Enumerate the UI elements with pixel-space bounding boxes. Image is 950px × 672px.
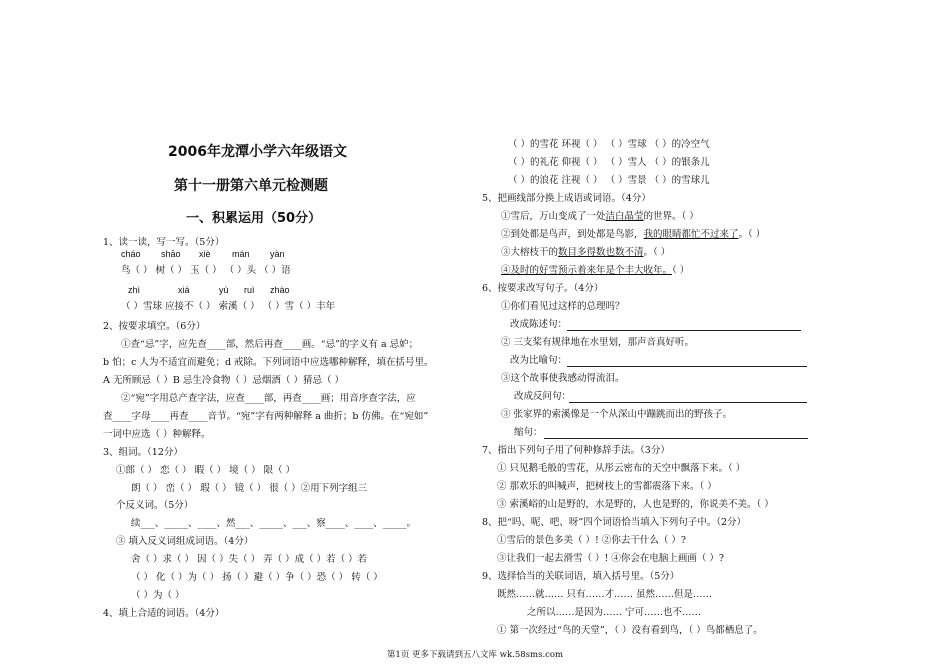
text-line: 之所以……是因为…… 宁可……也不…… (527, 607, 702, 618)
text-line: ③大榕枝干的数目多得数也数不清。（ ） (501, 247, 671, 258)
question-6: 6、按要求改写句子。（4分） (482, 283, 604, 294)
answer-line[interactable] (567, 330, 801, 331)
text-line: 一词中应选（ ）种解释。 (103, 429, 211, 440)
section-heading: 一、积累运用（50分） (186, 211, 322, 226)
text-line: 舍（ ）求（ ） 因（ ）失（ ） 弄（ ）成（ ）若（ ）若 (131, 554, 368, 565)
pinyin: xiá (178, 285, 190, 295)
question-8: 8、把“吗、呢、吧、呀”四个词语恰当填入下列句子中。（2分） (482, 517, 747, 528)
text-line: ②“宛”字用总产查字法，应查____部，再查____画；用音序查字法，应 (121, 393, 416, 404)
text-line: ① 第一次经过“鸟的天堂”，（ ）没有看到鸟，（ ）鸟都栖息了。 (497, 625, 763, 636)
text-line: 朗（ ） 峦（ ） 瑕（ ） 镜（ ） 很（ ）②用下列字组三 (131, 483, 368, 494)
fill-row: （ ）的礼花 仰视（ ） （ ）雪人 （ ）的银条儿 (508, 157, 710, 168)
question-5: 5、把画线部分换上成语或词语。（4分） (482, 193, 651, 204)
page-footer: 第1页 更多下载请到五八文库 wk.58sms.com (386, 650, 564, 660)
pinyin: yàn (270, 249, 285, 259)
pinyin: zhì (128, 285, 141, 295)
text-line: 既然……就…… 只有……才…… 虽然……但是…… (497, 589, 713, 600)
text-line: 续___、_____、____、然___、_____、___、察____、____、_____。 (131, 518, 417, 529)
text-line: ③ 索溪峪的山是野的，水是野的，人也是野的，你说美不美。（ ） (497, 499, 774, 510)
fill-row: （ ）的浪花 注视（ ） （ ）雪景 （ ）的雪球儿 (508, 175, 710, 186)
text-line: （ ）为（ ） (131, 590, 185, 601)
fill-row: （ ）雪球 应接不（ ） 索溪（ ） （ ）雪（ ）丰年 (121, 301, 336, 312)
question-1: 1、读一读，写一写。（5分） (103, 237, 225, 248)
answer-label: 改成反问句： (514, 391, 572, 402)
text-line: ③ 张家界的索溪像是一个从深山中蹦跳而出的野孩子。 (501, 409, 733, 420)
text-line: ② 那欢乐的叫喊声，把树枝上的雪都震落下来。（ ） (497, 481, 717, 492)
text-line: ② 三支桨有规律地在水里划，那声音真好听。 (501, 337, 695, 348)
question-2: 2、按要求填空。（6分） (103, 321, 206, 332)
text-line: ① 只见鹅毛般的雪花，从彤云密布的天空中飘落下来。（ ） (497, 463, 746, 474)
page-title: 2006年龙潭小学六年级语文 (168, 144, 347, 160)
text-line: ③这个故事使我感动得流泪。 (501, 373, 625, 384)
pinyin: xiè (199, 249, 211, 259)
answer-line[interactable] (544, 438, 808, 439)
fill-row: 鸟（ ） 树（ ） 玉（ ） （ ）头 （ ）语 (121, 265, 291, 276)
page-subtitle: 第十一册第六单元检测题 (174, 178, 328, 194)
text-line: ①雪后，万山变成了一处洁白晶莹的世界。（ ） (501, 211, 699, 222)
text-line: 查____字母____再查____音节。“宛”字有两种解释 a 曲折；b 仿佛。在“宛如” (103, 411, 429, 422)
question-7: 7、指出下列句子用了何种修辞手法。（3分） (482, 445, 670, 456)
text-line: ④及时的好雪预示着来年是个丰大收年。（ ） (501, 265, 690, 276)
pinyin: shāo (161, 249, 181, 259)
text-line: （ ） 化（ ）为（ ） 扬（ ）避（ ）争（ ）恐（ ） 转（ ） (131, 572, 383, 583)
text-line: ③ 填入反义词组成词语。（4分） (116, 536, 254, 547)
fill-row: （ ）的雪花 环视（ ） （ ）雪球 （ ）的冷空气 (508, 139, 710, 150)
question-3: 3、组词。（12分） (103, 447, 183, 458)
question-9: 9、选择恰当的关联词语，填入括号里。（5分） (482, 571, 680, 582)
pinyin: ruì (244, 285, 255, 295)
pinyin: cháo (121, 249, 141, 259)
text-line: A 无所顾忌（ ）B 忌生冷食物（ ）忌烟酒（ ）猜忌（ ） (103, 375, 344, 386)
text-line: b 怕；c 人为不适宜而避免；d 戒除。下列词语中应选哪种解释，填在括号里。 (103, 357, 434, 368)
pinyin: yù (219, 285, 229, 295)
text-line: ①你们看见过这样的总理吗？ (501, 301, 625, 312)
answer-label: 改为比喻句： (510, 355, 568, 366)
answer-label: 改成陈述句： (510, 319, 568, 330)
text-line: ①查“忌”字，应先查____部，然后再查____画。“忌”的字义有 a 忌妒； (121, 339, 419, 350)
text-line: ③让我们一起去滑雪（ ）! ④你会在电脑上画画（ ）? (497, 553, 724, 564)
answer-line[interactable] (569, 402, 807, 403)
pinyin: zhào (270, 285, 290, 295)
answer-line[interactable] (567, 366, 807, 367)
text-line: ②到处都是鸟声，到处都是鸟影，我的眼睛都忙不过来了。（ ） (501, 229, 766, 240)
text-line: ①郎（ ） 恋（ ） 暇（ ） 境（ ） 限（ ） (116, 465, 296, 476)
answer-label: 缩句： (514, 427, 543, 438)
question-4: 4、填上合适的词语。（4分） (103, 608, 225, 619)
text-line: 个反义词。（5分） (116, 500, 194, 511)
pinyin: mán (232, 249, 250, 259)
text-line: ①雪后的景色多美（ ）! ②你去干什么（ ）? (497, 535, 686, 546)
